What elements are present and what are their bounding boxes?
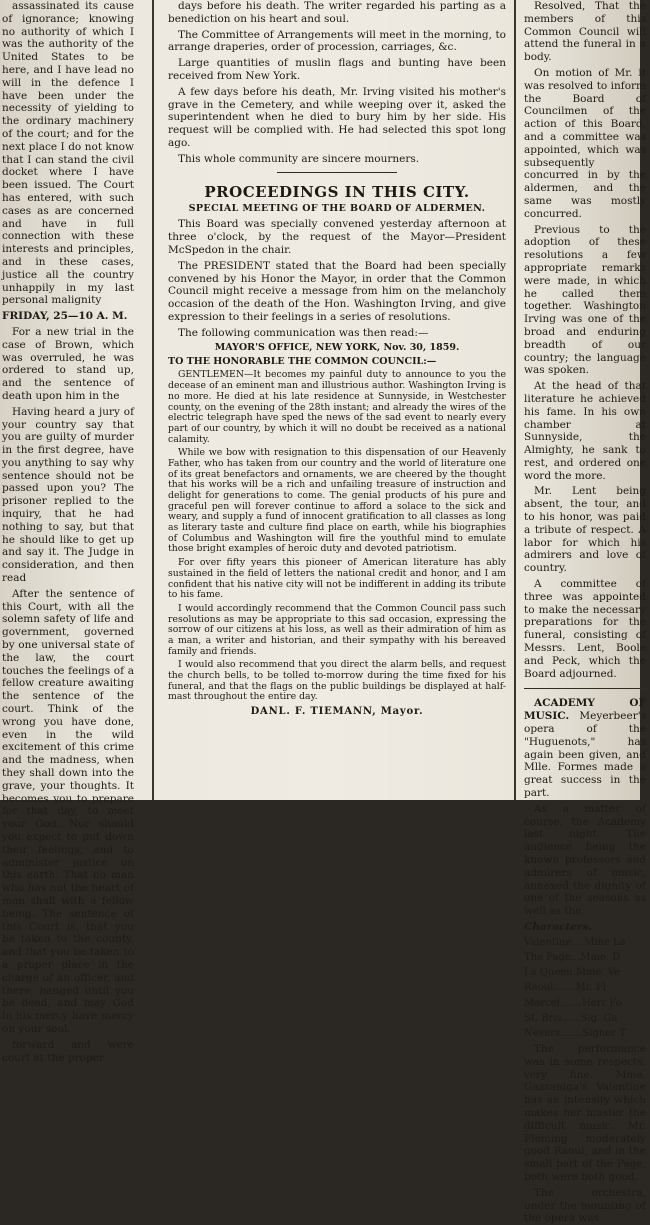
cast-entry: Raoul.......Mr. Fl — [524, 982, 607, 994]
column-rule — [152, 0, 154, 800]
right-paragraph: Resolved, That the members of this Common Council will attend the funeral in a body. — [524, 0, 646, 64]
meeting-paragraph: This Board was specially convened yesterday afternoon at three o'clock, by the request of the Mayor—President McSpedon in the chair. — [168, 218, 506, 257]
office-heading: MAYOR'S OFFICE, NEW YORK, Nov. 30, 1859. — [214, 341, 460, 353]
section-divider — [277, 172, 397, 173]
academy-paragraph — [524, 697, 646, 799]
intro-paragraph: This whole community are sincere mourners. — [178, 152, 420, 165]
letter-paragraph: I would accordingly recommend that the Common Council pass such resolutions as may be appropriate to this sad occasion, expressing the sorrow of our citizens at his loss, as well as their admiration of him as a man, a writer and historian, and their sympathy with his bereaved family and friends. — [168, 602, 506, 657]
middle-column — [162, 0, 512, 800]
left-paragraph: Having heard a jury of your country say that you are guilty of murder in the first degree, have you anything to say why sentence should not be passed upon you? The prisoner replied to the inquiry, that he had nothing to say, but that he should like to get up and say it. The Judge in consideration, and then read — [2, 405, 134, 585]
left-paragraph: assassinated its cause of ignorance; knowing no authority of which I was the authority of the United States to be here, and I have lead no will in the defence I have been under the necessity of yielding to the ordinary machinery of the court; and for the next place I do not know that I can stand the civil docket where I have been issued. The Court has entered, with such cases as are concerned and have in full connection with these interests and principles, and in these cases, justice all the country unhappily in my last personal malignity — [2, 0, 134, 307]
left-paragraph: For a new trial in the case of Brown, which was overruled, he was ordered to stand up, and the sentence of death upon him in the — [2, 325, 134, 402]
meeting-paragraph: The following communication was then read:— — [178, 326, 429, 339]
intro-paragraph: days before his death. The writer regarded his parting as a benediction on his heart and soul. — [168, 0, 506, 25]
cast-entry: The Page...Mme. D — [524, 951, 621, 963]
meeting-paragraph: The PRESIDENT stated that the Board had been specially convened by his Honor the Mayor, in order that the Common Council might receive a message from him on the melancholy occasion of the death of the Hon. Washington Irving, and give expression to their feelings in a series of resolutions. — [168, 259, 506, 324]
dateline: FRIDAY, 25—10 A. M. — [2, 310, 128, 323]
letter-paragraph: GENTLEMEN—It becomes my painful duty to announce to you the decease of an eminent man and illustrious author. Washington Irving is no more. He died at his late residence at Sunnyside, in Westchester county, on the evening of the 28th instant; and already the wires of the electric telegraph have sped the news of the sad event to nearly every part of our country, by which it will no doubt be received as a national calamity. — [168, 369, 506, 445]
article-headline: PROCEEDINGS IN THIS CITY. — [204, 182, 470, 201]
right-paragraph: Mr. Lent being absent, the tour, and to his honor, was paid a tribute of respect. A labor for which his admirers and love of country. — [524, 485, 646, 575]
left-paragraph: forward and were court at the proper — [2, 1038, 134, 1064]
right-paragraph: At the head of that literature he achieved his fame. In his own chamber at Sunnyside, the Almighty, he sank to rest, and ordered one word the more. — [524, 380, 646, 482]
cast-entry: Marcel.......Herr Fo — [524, 997, 622, 1009]
right-paragraph: As a matter of course, the Academy last night. The audience being the known professors and admirers of music, annexed the dignity of one of the seasons as well as the — [524, 802, 646, 918]
article-subhead: SPECIAL MEETING OF THE BOARD OF ALDERMEN. — [188, 202, 486, 214]
letter-paragraph: I would also recommend that you direct the alarm bells, and request the church bells, to be tolled to-morrow during the time fixed for his funeral, and that the flags on the public buildings be displayed at half-mast throughout the entire day. — [168, 659, 506, 703]
cast-entry: Valentine....Mme La — [524, 936, 626, 948]
cast-entry: Nevers.......Signor T — [524, 1027, 626, 1039]
intro-paragraph: The Committee of Arrangements will meet in the morning, to arrange draperies, order of procession, carriages, &c. — [168, 28, 506, 54]
cast-entry: La Queen.Mme. Ve — [524, 967, 621, 979]
mayor-letter — [168, 343, 506, 718]
right-paragraph: A committee of three was appointed to make the necessary preparations for the funeral, consisting of Messrs. Lent, Boole and Peck, which the Board adjourned. — [524, 578, 646, 680]
cast-heading: Characters. — [524, 920, 593, 933]
academy-title: ACADEMY OF MUSIC. — [524, 697, 646, 723]
letter-signature: DANL. F. TIEMANN, Mayor. — [250, 706, 424, 718]
intro-paragraph: A few days before his death, Mr. Irving visited his mother's grave in the Cemetery, and while weeping over it, asked the superintendent when he died to bury him by her side. His request will be complied with. He had selected this spot long ago. — [168, 85, 506, 149]
right-paragraph: The orchestra, under the mounting of the opera was — [524, 1186, 646, 1225]
cast-entry: St. Bris......Sig. Ga — [524, 1012, 618, 1024]
right-paragraph: Previous to the adoption of these resolutions a few appropriate remarks were made, in which he called them together. Washington Irving was one of the broad and enduring breadth of our country; the language was spoken. — [524, 223, 646, 377]
left-column — [0, 0, 140, 1064]
left-paragraph: After the sentence of this Court, with all the solemn safety of life and government, governed by one universal state of the law, the court touches the feelings of a fellow creature awaiting the sentence of the court. Think of the wrong you have done, even in the wild excitement of this crime and the madness, when they shall down into the grave, your thoughts. It becomes you to prepare for that day, to meet your God. Nor should you expect to put down their feelings, and to administer justice on this earth. That no man who has not the heart of man shall with a fellow being. The sentence of this Court is, that you be taken to the county, and that you be taken to a proper place in the charge of an officer, and there, hanged until you be dead, and may God in his mercy have mercy on your soul. — [2, 587, 134, 1035]
column-rule — [514, 0, 516, 800]
intro-paragraph: Large quantities of muslin flags and bunting have been received from New York. — [168, 57, 506, 82]
right-paragraph: The performance was in some respects, very fine. Mme. Gazzaniga's Valentine has an intensity which makes her master the difficult music. Mr. Fleming moderately good Raoul; and in the small part of the Page, both were both good. — [524, 1043, 646, 1184]
right-column — [520, 0, 650, 1225]
letter-paragraph: For over fifty years this pioneer of American literature has ably sustained in the field of letters the national credit and honor, and I am confident that his native city will not be indifferent in adding its tribute to his fame. — [168, 557, 506, 601]
academy-text: Meyerbeer's opera of the "Huguenots," has again been given, and Mlle. Formes made a great success in the part. — [524, 710, 646, 800]
letter-addressee: TO THE HONORABLE THE COMMON COUNCIL:— — [168, 355, 437, 367]
right-paragraph: On motion of Mr. it was resolved to inform the Board of Councilmen of the action of this Board, and a committee was appointed, which was subsequently concurred in by the aldermen, and the same was mostly concurred. — [524, 66, 646, 220]
letter-paragraph: While we bow with resignation to this dispensation of our Heavenly Father, who has taken from our country and the world of literature one of its great benefactors and ornaments, we are cheered by the thought that his works will be a rich and unfailing treasure of instruction and delight for generations to come. The genial products of his pure and graceful pen will forever continue to afford a solace to the sick and weary, and supply a fund of innocent gratification to all classes as long as literary taste and culture find place on earth, while his biographies of Columbus and Washington will fire the youthful mind to emulate those bright examples of heroic duty and devoted patriotism. — [168, 447, 506, 555]
section-divider — [524, 688, 646, 689]
